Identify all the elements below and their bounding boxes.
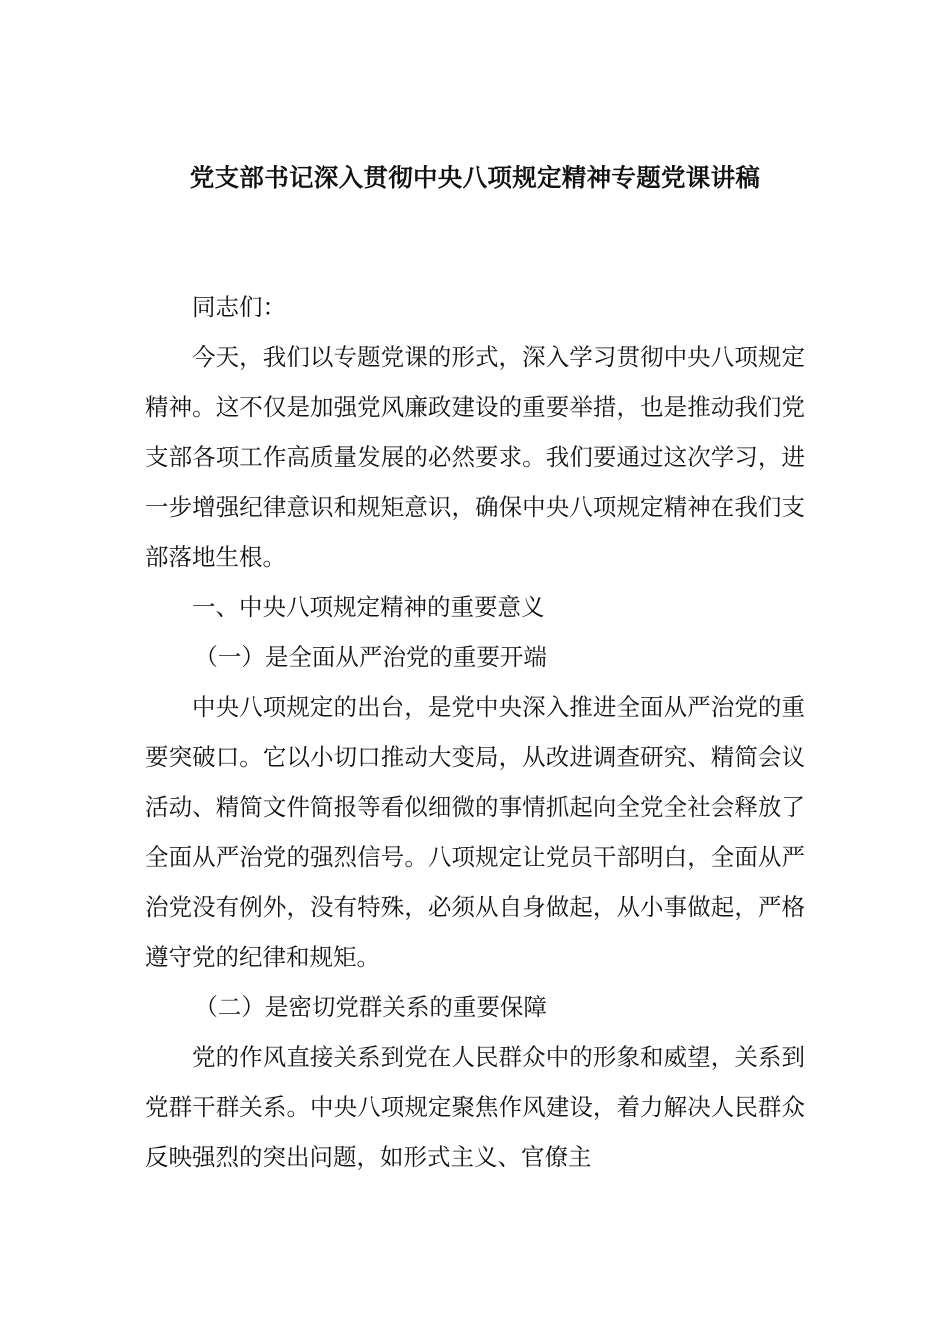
- subsection-heading-2: （二）是密切党群关系的重要保障: [194, 993, 547, 1021]
- paragraph-intro: 今天，我们以专题党课的形式，深入学习贯彻中央八项规定精神。这不仅是加强党风廉政建设的重要举措，也是推动我们党支部各项工作高质量发展的必然要求。我们要通过这次学习，进一步增强纪律意识和规矩意识，确保中央八项规定精神在我们支部落地生根。: [145, 343, 805, 571]
- subsection-heading-1: （一）是全面从严治党的重要开端: [194, 643, 547, 671]
- document-title: 党支部书记深入贯彻中央八项规定精神专题党课讲稿: [189, 163, 761, 192]
- paragraph-subsection-1: 中央八项规定的出台，是党中央深入推进全面从严治党的重要突破口。它以小切口推动大变局，从改进调查研究、精简会议活动、精简文件简报等看似细微的事情抓起向全党全社会释放了全面从严治党的强烈信号。八项规定让党员干部明白，全面从严治党没有例外，没有特殊，必须从自身做起，从小事做起，严格遵守党的纪律和规矩。: [145, 693, 805, 971]
- section-heading-1: 一、中央八项规定精神的重要意义: [192, 593, 545, 621]
- document-body: [145, 282, 805, 1182]
- paragraph-subsection-2: 党的作风直接关系到党在人民群众中的形象和威望，关系到党群干群关系。中央八项规定聚焦作风建设，着力解决人民群众反映强烈的突出问题，如形式主义、官僚主: [145, 1043, 805, 1171]
- salutation: 同志们：: [192, 293, 286, 321]
